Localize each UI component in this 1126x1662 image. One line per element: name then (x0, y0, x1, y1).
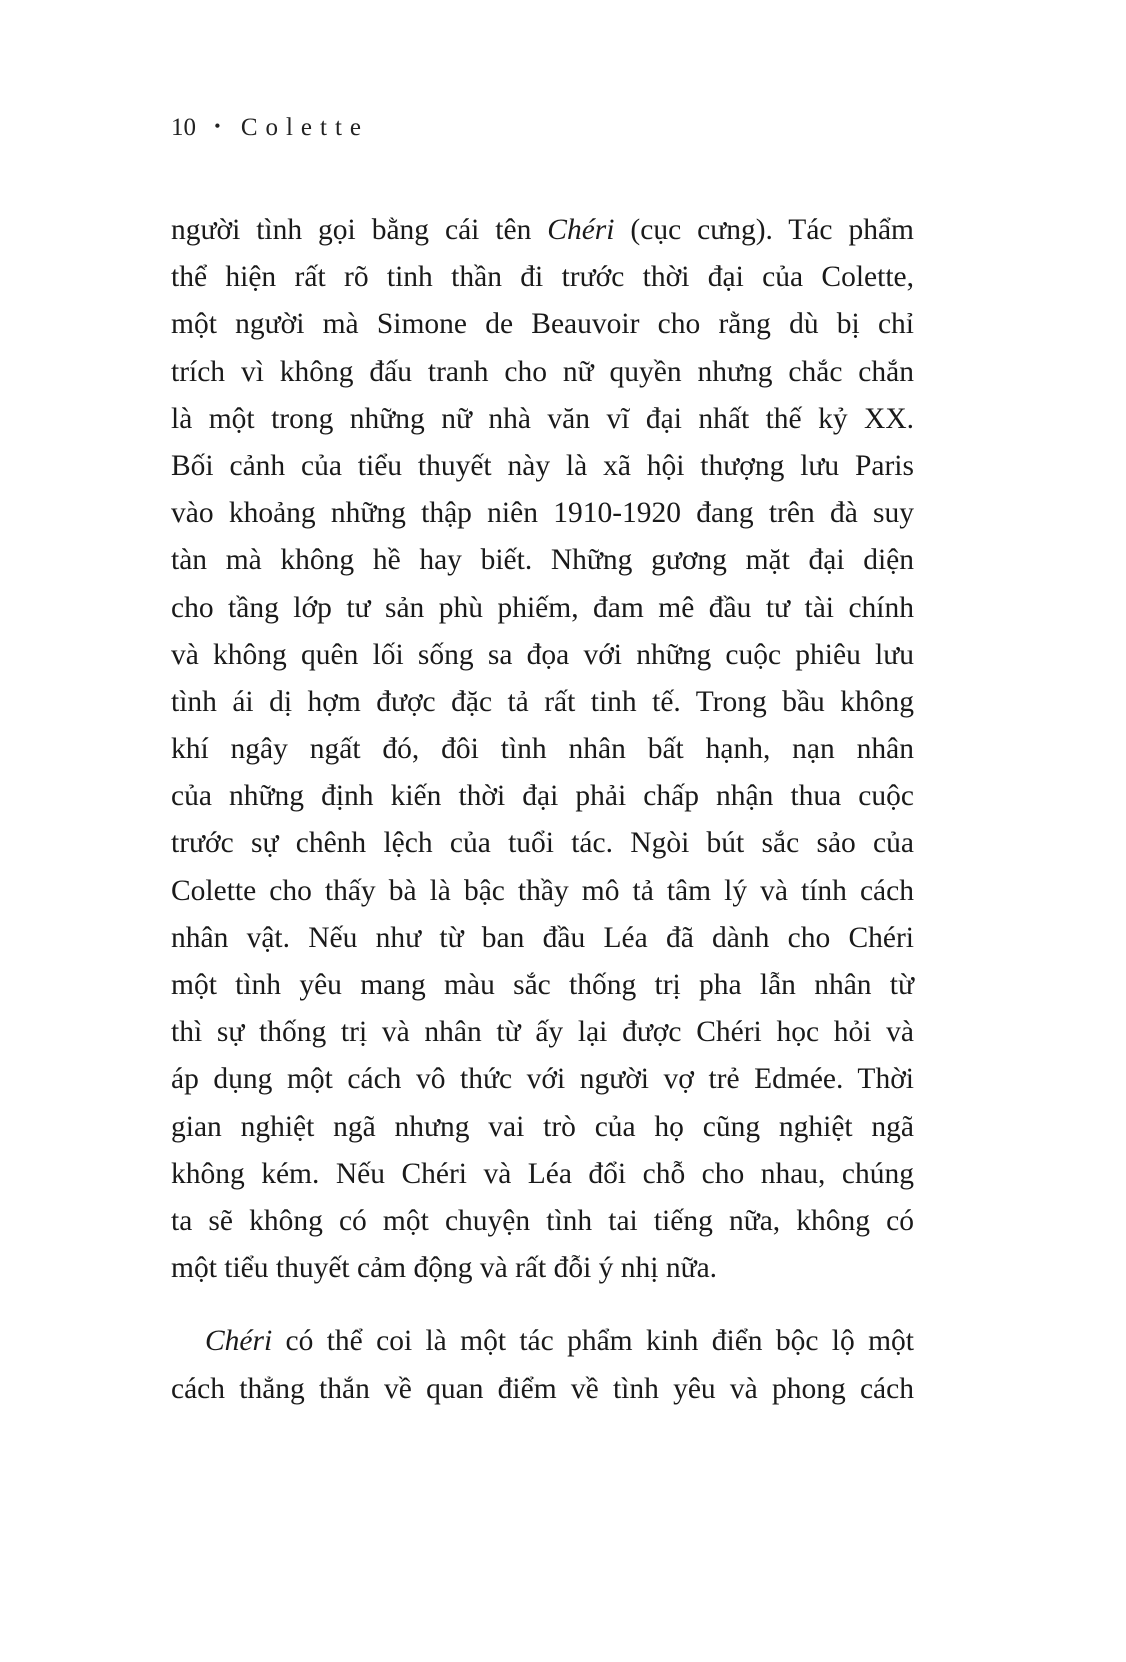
text-line (171, 1056, 914, 1103)
text-segment: là một trong những nữ nhà văn vĩ đại nhất thế kỷ XX. (171, 402, 914, 435)
text-segment: thể hiện rất rõ tinh thần đi trước thời đại của Colette, (171, 261, 914, 294)
text-segment: cho tầng lớp tư sản phù phiếm, đam mê đầu tư tài chính (171, 591, 914, 624)
text-line (171, 349, 914, 396)
text-line (171, 207, 914, 254)
text-line (171, 254, 914, 301)
text-line (171, 1009, 914, 1056)
text-segment: Bối cảnh của tiểu thuyết này là xã hội thượng lưu Paris (171, 449, 914, 482)
text-line (171, 443, 914, 490)
text-segment: (cục cưng). Tác phẩm (614, 214, 914, 246)
text-segment: không kém. Nếu Chéri và Léa đổi chỗ cho nhau, chúng (171, 1157, 914, 1190)
text-segment: gian nghiệt ngã nhưng vai trò của họ cũng nghiệt ngã (171, 1110, 914, 1143)
text-segment: trước sự chênh lệch của tuổi tác. Ngòi bút sắc sảo của (171, 827, 914, 860)
running-header (171, 108, 369, 146)
text-segment: vào khoảng những thập niên 1910-1920 đang trên đà suy (171, 497, 914, 530)
text-line (171, 537, 914, 584)
text-segment: một tiểu thuyết cảm động và rất đỗi ý nhị nữa. (171, 1252, 718, 1285)
paragraph (171, 207, 914, 1292)
text-segment: một tình yêu mang màu sắc thống trị pha lẫn nhân từ (171, 969, 914, 1001)
text-line (171, 396, 914, 443)
text-segment: thì sự thống trị và nhân từ ấy lại được Chéri học hỏi và (171, 1016, 914, 1049)
text-line (171, 301, 914, 348)
text-segment: của những định kiến thời đại phải chấp nhận thua cuộc (171, 780, 914, 813)
paragraph-gap (171, 1292, 914, 1318)
text-segment: có thể coi là một tác phẩm kinh điển bộc lộ một (272, 1325, 914, 1358)
text-line (171, 1366, 914, 1413)
text-segment: tình ái dị hợm được đặc tả rất tinh tế. Trong bầu không (171, 685, 914, 718)
text-line (171, 726, 914, 773)
text-line (171, 820, 914, 867)
text-segment: khí ngây ngất đó, đôi tình nhân bất hạnh, nạn nhân (171, 733, 914, 766)
text-line (171, 632, 914, 679)
italic-title: Chéri (547, 214, 615, 246)
text-line (171, 1104, 914, 1151)
text-segment: áp dụng một cách vô thức với người vợ trẻ Edmée. Thời (171, 1063, 914, 1096)
text-segment: cách thẳng thắn về quan điểm về tình yêu và phong cách (171, 1372, 914, 1405)
text-segment: người tình gọi bằng cái tên (171, 214, 548, 246)
text-segment: ta sẽ không có một chuyện tình tai tiếng nữa, không có (171, 1204, 914, 1237)
text-segment: Colette cho thấy bà là bậc thầy mô tả tâm lý và tính cách (171, 874, 914, 907)
text-line (171, 962, 914, 1009)
text-line (171, 1198, 914, 1245)
text-line (171, 490, 914, 537)
italic-title: Chéri (205, 1325, 273, 1358)
text-line (171, 1151, 914, 1198)
text-segment: và không quên lối sống sa đọa với những cuộc phiêu lưu (171, 638, 914, 671)
text-segment: nhân vật. Nếu như từ ban đầu Léa đã dành cho Chéri (171, 921, 914, 954)
text-segment: một người mà Simone de Beauvoir cho rằng dù bị chỉ (171, 308, 914, 341)
page-number: 10 (171, 114, 196, 141)
text-line (171, 679, 914, 726)
text-segment: tàn mà không hề hay biết. Những gương mặt đại diện (171, 544, 914, 577)
text-line (171, 585, 914, 632)
text-line (171, 915, 914, 962)
text-line (171, 1245, 914, 1292)
text-line (171, 773, 914, 820)
text-segment: trích vì không đấu tranh cho nữ quyền nhưng chắc chắn (171, 355, 914, 388)
book-title: Colette (240, 114, 370, 141)
body-text (171, 207, 914, 1413)
text-line (171, 868, 914, 915)
header-separator: • (214, 116, 221, 136)
paragraph (171, 1318, 914, 1412)
text-line (171, 1318, 914, 1365)
